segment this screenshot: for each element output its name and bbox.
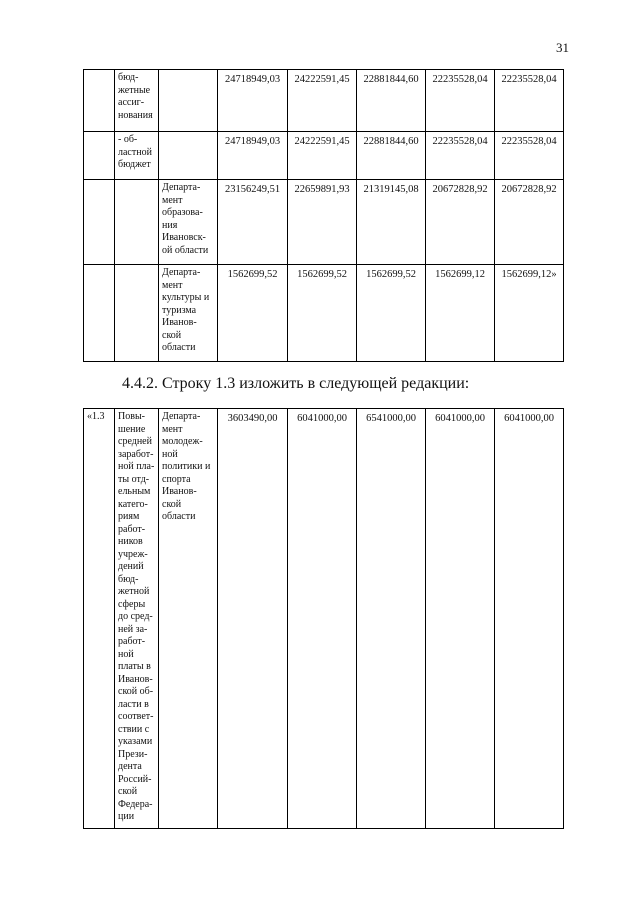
executor-cell <box>159 132 218 180</box>
table-row <box>84 409 564 829</box>
budget-table-row-1-3 <box>83 408 564 829</box>
item-name-cell: - об-ластной бюджет <box>115 132 159 180</box>
value-cell-3: 22881844,60 <box>357 132 426 180</box>
item-name-cell: Повы-шение средней заработ-ной пла-ты отд-ельным катего-риям работ-ников учреж-дений бюд-жетной сферы до сред-ней за-работ-ной платы в Иванов-ской об-ласти в соответ-ствии с указами Прези-дента Россий-ской Федера-ции <box>115 409 159 829</box>
value-cell-4: 6041000,00 <box>426 409 495 829</box>
row-number-cell <box>84 265 115 362</box>
value-cell-2: 6041000,00 <box>288 409 357 829</box>
value-cell-4: 22235528,04 <box>426 132 495 180</box>
value-cell-5: 22235528,04 <box>495 132 564 180</box>
page-number: 31 <box>556 40 569 55</box>
row-number-cell <box>84 132 115 180</box>
section-heading: 4.4.2. Строку 1.3 изложить в следующей редакции: <box>122 375 470 392</box>
item-name-cell <box>115 265 159 362</box>
value-cell-5: 6041000,00 <box>495 409 564 829</box>
item-name-cell <box>115 180 159 265</box>
value-cell-3: 22881844,60 <box>357 70 426 132</box>
value-cell-5: 22235528,04 <box>495 70 564 132</box>
value-cell-1: 3603490,00 <box>218 409 288 829</box>
budget-table-continuation <box>83 69 564 362</box>
value-cell-4: 1562699,12 <box>426 265 495 362</box>
row-number-cell <box>84 180 115 265</box>
executor-cell: Департа-мент культуры и туризма Иванов-ской области <box>159 265 218 362</box>
row-number-cell <box>84 70 115 132</box>
value-cell-3: 21319145,08 <box>357 180 426 265</box>
value-cell-5: 1562699,12» <box>495 265 564 362</box>
item-name-cell: бюд-жетные ассиг-нования <box>115 70 159 132</box>
value-cell-2: 24222591,45 <box>288 132 357 180</box>
table-row <box>84 180 564 265</box>
value-cell-2: 1562699,52 <box>288 265 357 362</box>
value-cell-4: 22235528,04 <box>426 70 495 132</box>
table-row <box>84 132 564 180</box>
value-cell-3: 1562699,52 <box>357 265 426 362</box>
value-cell-5: 20672828,92 <box>495 180 564 265</box>
value-cell-3: 6541000,00 <box>357 409 426 829</box>
value-cell-1: 24718949,03 <box>218 132 288 180</box>
value-cell-1: 1562699,52 <box>218 265 288 362</box>
table-row <box>84 70 564 132</box>
table-row <box>84 265 564 362</box>
value-cell-2: 24222591,45 <box>288 70 357 132</box>
row-number-cell: «1.3 <box>84 409 115 829</box>
value-cell-4: 20672828,92 <box>426 180 495 265</box>
value-cell-1: 23156249,51 <box>218 180 288 265</box>
value-cell-2: 22659891,93 <box>288 180 357 265</box>
executor-cell: Департа-мент молодеж-ной политики и спорта Иванов-ской области <box>159 409 218 829</box>
executor-cell <box>159 70 218 132</box>
executor-cell: Департа-мент образова-ния Ивановск-ой области <box>159 180 218 265</box>
value-cell-1: 24718949,03 <box>218 70 288 132</box>
